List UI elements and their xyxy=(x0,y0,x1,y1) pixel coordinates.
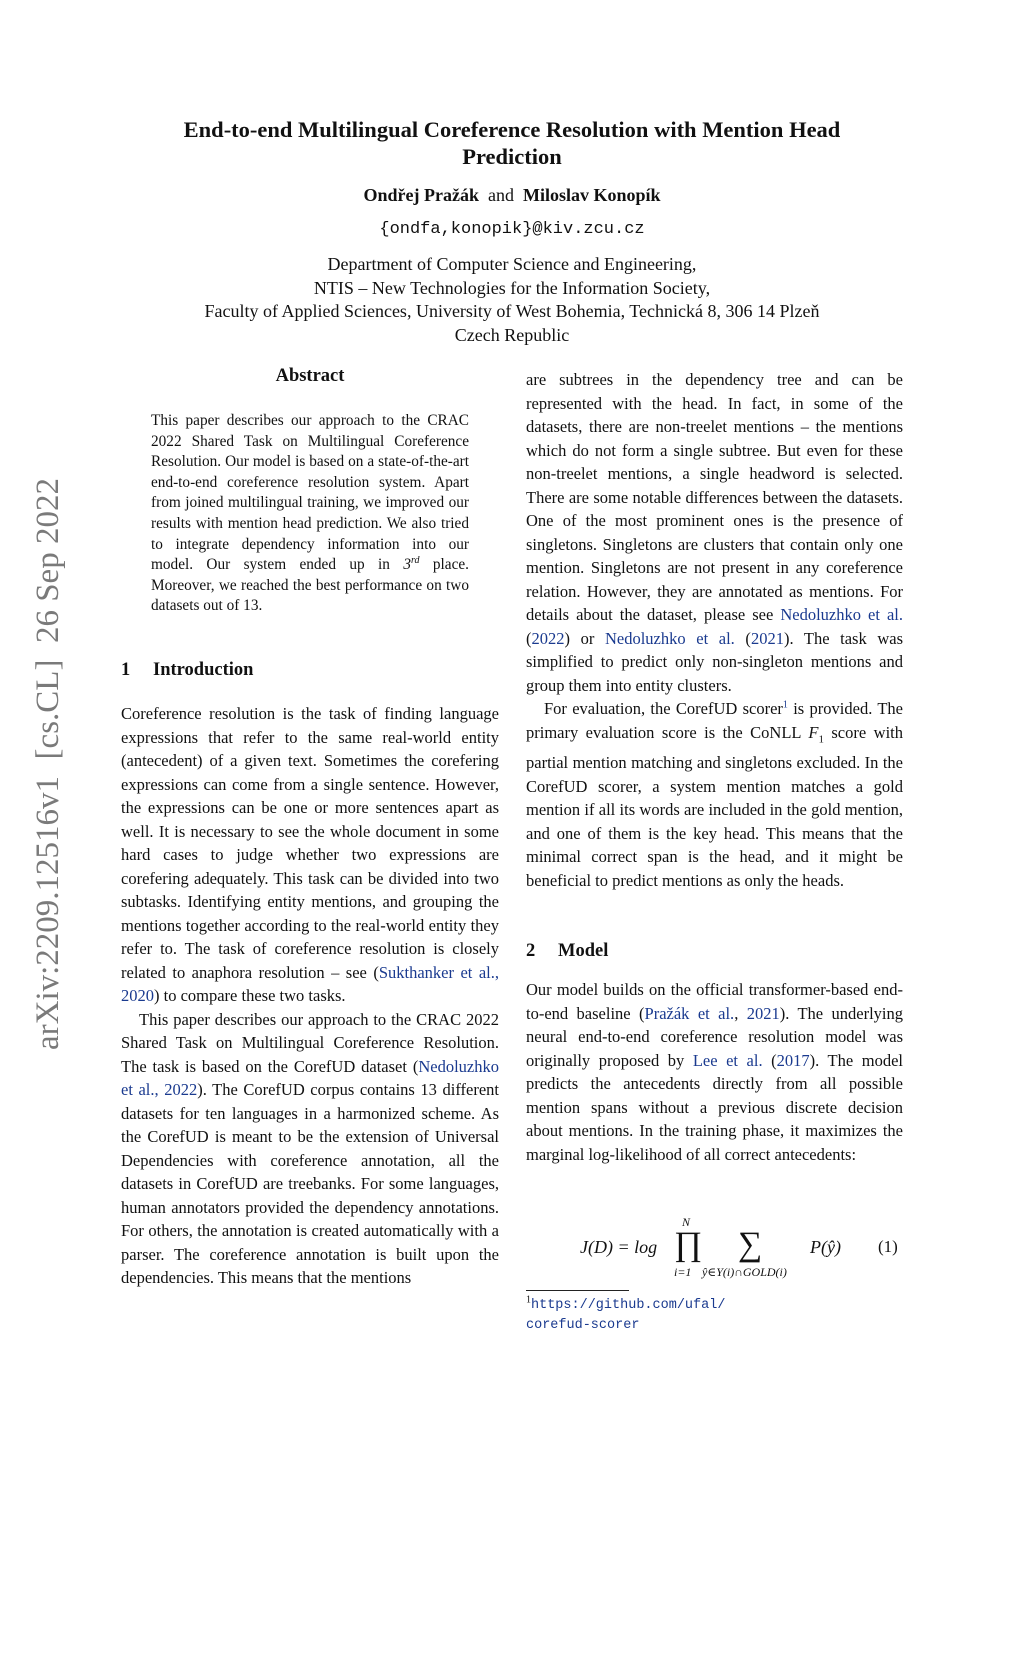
f1-symbol: F xyxy=(808,722,819,742)
model-paragraph-1: Our model builds on the official transformer-based end-to-end baseline (Pražák et al., 2021). The underlying neural end-to-end coreference resolution model was originally proposed by Lee et al. (2017). The model predicts the antecedents directly from all possible mention spans without a previous discrete decision about mentions. In the training phase, it maximizes the marginal log-likelihood of all correct antecedents: xyxy=(526,980,903,1164)
footnote-marker[interactable]: 1 xyxy=(782,699,788,711)
arxiv-sidebar xyxy=(28,478,68,1660)
citation-link[interactable]: Nedoluzhko et al. xyxy=(780,605,903,624)
citation-year-link[interactable]: 2022 xyxy=(531,628,565,648)
intro-p1-tail: ) to compare these two tasks. xyxy=(154,986,346,1005)
affiliation-line-1: Department of Computer Science and Engineering, xyxy=(327,254,697,274)
author-email: {ondfa,konopik}@kiv.zcu.cz xyxy=(379,220,645,239)
footnote-url-line1[interactable]: https://github.com/ufal/ xyxy=(531,1298,726,1313)
right-column-body xyxy=(526,368,903,892)
author-conjunction: and xyxy=(487,185,514,205)
paper-title-line1: End-to-end Multilingual Coreference Resolution with Mention Head xyxy=(183,117,841,142)
citation-link[interactable]: Nedoluzhko et al., 2022 xyxy=(121,1056,499,1099)
paper-title-line2: Prediction xyxy=(462,144,562,169)
footnote-rule xyxy=(526,1290,629,1291)
right-p2-text: For evaluation, the CorefUD scorer xyxy=(544,699,783,718)
right-p2-text-b: is provided. The primary evaluation score is the CoNLL xyxy=(526,699,903,742)
right-p1-tail: . The task was simplified to predict only non-singleton mentions and group them into entity clusters. xyxy=(526,628,904,695)
equation-lhs: J(D) = log xyxy=(580,1237,658,1257)
section-title: Introduction xyxy=(153,660,254,680)
right-p1-text: are subtrees in the dependency tree and can be represented with the head. In fact, in some of the datasets, there are non-treelet mentions – the mentions which do not form a single subtree. But even for these non-treelet mentions, a single headword is selected. There are some notable differences between the datasets. One of the most prominent ones is the presence of singletons. Singletons are clusters that contain only one mention. Singletons are not present in any coreference relation. However, they are annotated as mentions. For details about the dataset, please see xyxy=(526,370,903,624)
author-list xyxy=(0,183,1024,207)
equation-number: (1) xyxy=(878,1237,898,1256)
model-p1-text-b: ). The underlying neural end-to-end coreference resolution model was originally proposed by xyxy=(526,1003,903,1070)
place-suffix: rd xyxy=(410,555,420,567)
abstract-text-a: This paper describes our approach to the CRAC 2022 Shared Task on Multilingual Coreference Resolution. Our model is based on a state-of-the-art end-to-end coreference resolution system. Apart from joined multilingual training, we improved our results with mention head prediction. We also tried to integrate dependency information into our model. Our system ended up in xyxy=(151,412,469,574)
citation-link[interactable]: Pražák et al. xyxy=(644,1003,735,1023)
citation-link[interactable]: Lee et al. xyxy=(692,1050,763,1070)
footnote-number: 1 xyxy=(526,1294,531,1306)
model-p1-tail: . The model predicts the antecedents directly from all possible mention spans without a previous discrete decision about mentions. In the training phase, it maximizes the marginal log-likelihood of all correct antecedents: xyxy=(526,1050,903,1164)
affiliation-line-3: Faculty of Applied Sciences, University of West Bohemia, Technická 8, 306 14 Plzeň xyxy=(204,301,820,322)
abstract-text-b: place. Moreover, we reached the best performance on two datasets out of 13. xyxy=(151,556,469,615)
intro-body xyxy=(121,702,499,1290)
citation-link[interactable]: Nedoluzhko et al. xyxy=(604,628,735,648)
citation-year-link[interactable]: 2021 xyxy=(746,1003,780,1023)
intro-p1-text: Coreference resolution is the task of finding language expressions that refer to the same real-world entity (antecedent) of a given text. Sometimes the corefering expressions can come from a single sentence. However, the expressions can be one or more sentences apart as well. It is necessary to see the whole document in some hard cases to judge whether two expressions are corefering adequately. This task can be divided into two subtasks. Identifying entity mentions, and grouping the mentions together according to the real-world entity they refer to. The task of coreference resolution is closely related to anaphora resolution – see ( xyxy=(121,704,499,982)
sum-lower-limit: ŷ∈Y(i)∩GOLD(i) xyxy=(702,1265,787,1279)
intro-paragraph-1 xyxy=(121,702,499,1008)
author-1: Ondřej Pražák xyxy=(363,185,479,205)
product-upper-limit: N xyxy=(682,1215,691,1229)
citation-year-link[interactable]: 2017 xyxy=(776,1050,810,1070)
citation-year-link[interactable]: 2021 xyxy=(750,628,784,648)
paper-title xyxy=(0,116,1024,170)
equation-rhs: P(ŷ) xyxy=(810,1237,841,1257)
equation-1 xyxy=(526,1215,903,1285)
right-paragraph-1: are subtrees in the dependency tree and can be represented with the head. In fact, in some of the datasets, there are non-treelet mentions – the mentions which do not form a single subtree. But even for these non-treelet mentions, a single headword is selected. There are some notable differences between the datasets. One of the most prominent ones is the presence of singletons. Singletons are clusters that contain only one mention. Singletons are not present in any coreference relation. However, they are annotated as mentions. For details about the dataset, please see Nedoluzhko et al. (2022) or Nedoluzhko et al. (2021). The task was simplified to predict only non-singleton mentions and group them into entity clusters. xyxy=(526,370,904,695)
model-p1-text: Our model builds on the official transformer-based end-to-end baseline ( xyxy=(526,980,903,1023)
product-lower-limit: i=1 xyxy=(674,1265,692,1279)
section-heading-introduction xyxy=(121,660,253,681)
affiliation-line-2: NTIS – New Technologies for the Information Society, xyxy=(313,277,711,298)
right-p2-tail: score with partial mention matching and singletons excluded. In the CorefUD scorer, a system mention matches a gold mention if all its words are included in the gold mention, and one of them is the key head. This means that the minimal correct span is the head, and it might be beneficial to predict mentions as only the heads. xyxy=(526,722,903,890)
product-symbol: ∏ xyxy=(674,1226,702,1263)
model-body xyxy=(526,978,903,1166)
affiliation-line-4: Czech Republic xyxy=(454,325,570,346)
section-heading-model xyxy=(526,941,608,962)
affiliation xyxy=(0,253,1024,348)
intro-p2-tail: ). The CorefUD corpus contains 13 different datasets for ten languages in a harmonized scheme. As the CorefUD is meant to be the extension of Universal Dependencies with coreference annotation, all the datasets in CorefUD are treebanks. For some languages, human annotators provided the dependency annotations. For others, the annotation is created automatically with a parser. The coreference annotation is built upon the dependencies. This means that the mentions xyxy=(121,1080,499,1287)
author-2: Miloslav Konopík xyxy=(522,185,661,205)
section-title: Model xyxy=(558,941,609,961)
section-number: 2 xyxy=(526,941,536,961)
abstract-body xyxy=(151,411,469,617)
right-paragraph-2 xyxy=(526,697,903,892)
intro-paragraph-2 xyxy=(121,1008,499,1290)
abstract-heading: Abstract xyxy=(275,366,345,386)
citation-link[interactable]: Sukthanker et al., 2020 xyxy=(121,962,499,1005)
footnote-url-line2[interactable]: corefud-scorer xyxy=(526,1318,640,1333)
arxiv-identifier: arXiv:2209.12516v1 [cs.CL] 26 Sep 2022 xyxy=(30,478,66,1050)
conjunction-text: or xyxy=(570,628,605,648)
intro-p2-text: This paper describes our approach to the CRAC 2022 Shared Task on Multilingual Coreference Resolution. The task is based on the CorefUD dataset ( xyxy=(121,1009,499,1076)
f1-subscript: 1 xyxy=(818,732,824,745)
place-number: 3 xyxy=(403,556,411,574)
section-number: 1 xyxy=(121,660,131,680)
footnote-1 xyxy=(526,1295,725,1335)
sum-symbol: ∑ xyxy=(738,1226,763,1263)
